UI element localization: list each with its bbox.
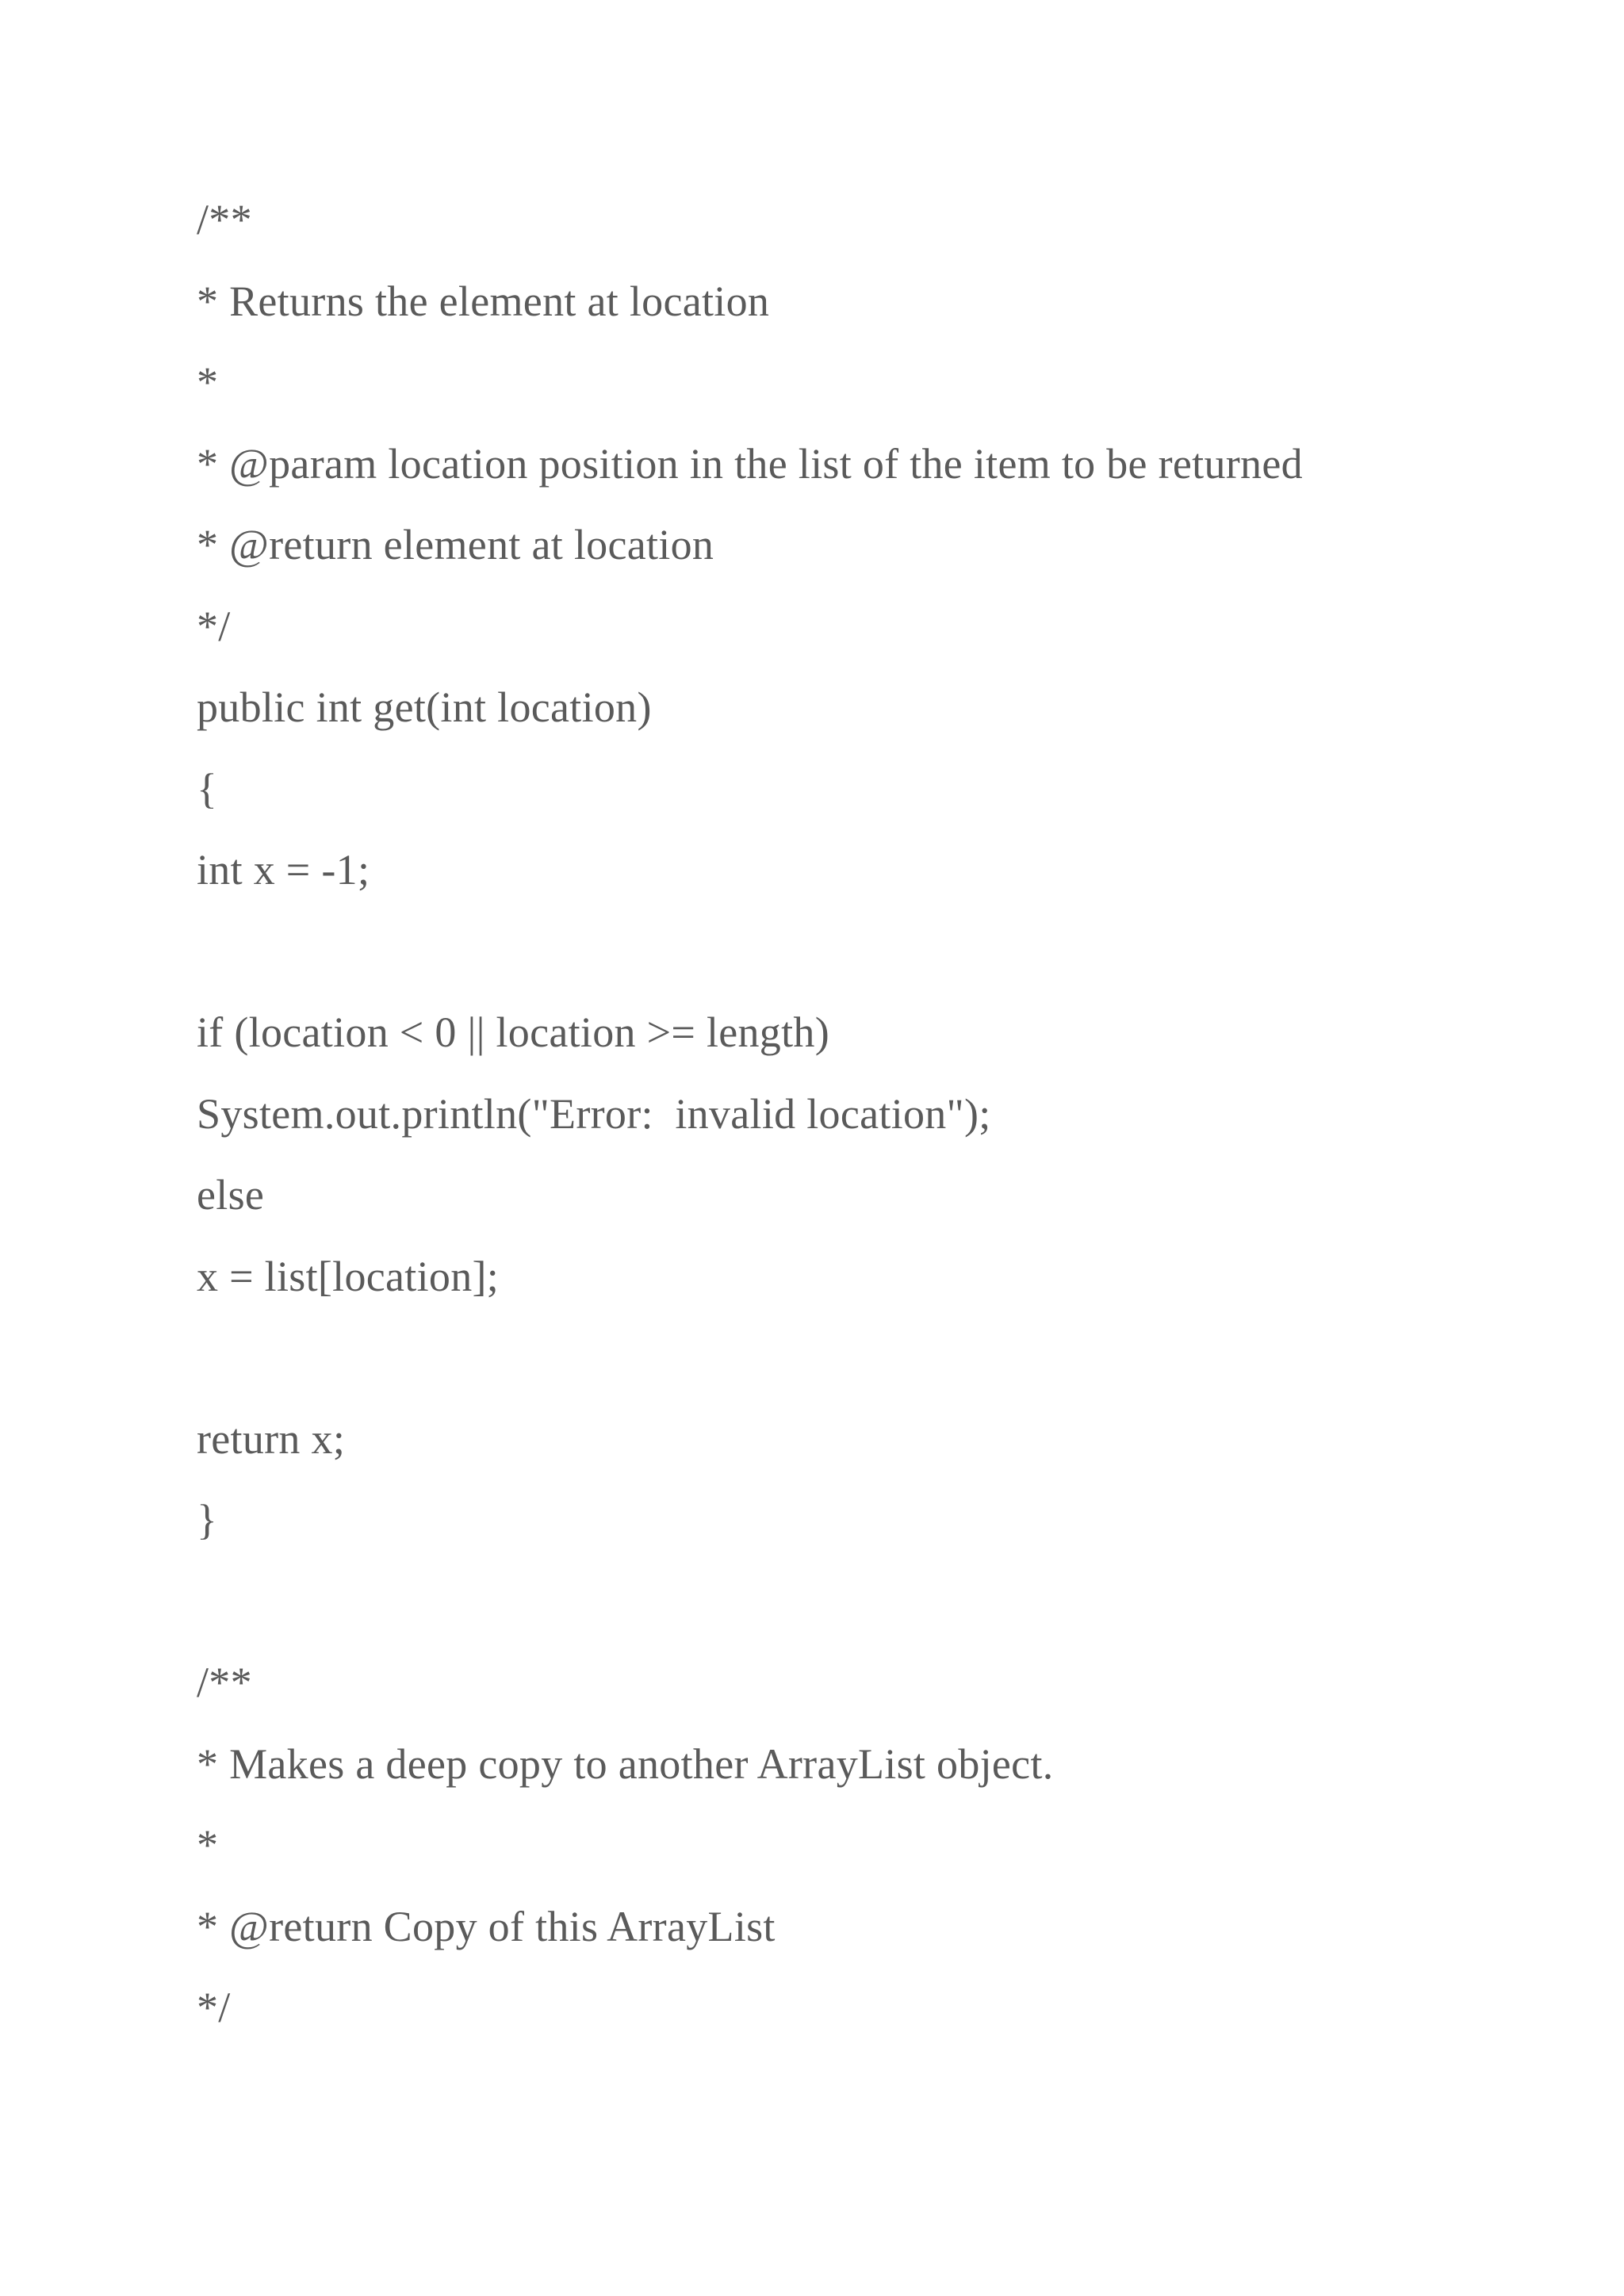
code-line-22: * @return Copy of this ArrayList [197,1902,776,1950]
code-line-13: else [197,1171,265,1219]
code-line-9: int x = -1; [197,846,370,894]
code-line-16: return x; [197,1414,346,1463]
code-line-2: * Returns the element at location [197,277,770,325]
code-line-4: * @param location position in the list of the item to be returned [197,439,1303,488]
code-listing [197,187,1545,2057]
code-line-14: x = list[location]; [197,1252,500,1300]
code-line-1: /** [197,196,252,243]
code-line-10-blank [197,919,1545,1001]
code-line-11: if (location < 0 || location >= length) [197,1008,829,1056]
code-line-21: * [197,1821,219,1869]
code-line-20: * Makes a deep copy to another ArrayList object. [197,1739,1054,1788]
code-line-17: } [197,1496,218,1544]
code-line-3: * [197,358,219,406]
code-line-7: public int get(int location) [197,683,652,731]
code-line-23: */ [197,1984,231,2031]
code-line-19: /** [197,1659,252,1706]
code-line-6: */ [197,602,231,650]
code-line-12: System.out.println("Error: invalid location"); [197,1089,991,1138]
code-line-8: { [197,764,218,813]
code-line-15-blank [197,1325,1545,1406]
code-line-18-blank [197,1569,1545,1651]
code-line-5: * @return element at location [197,521,714,568]
